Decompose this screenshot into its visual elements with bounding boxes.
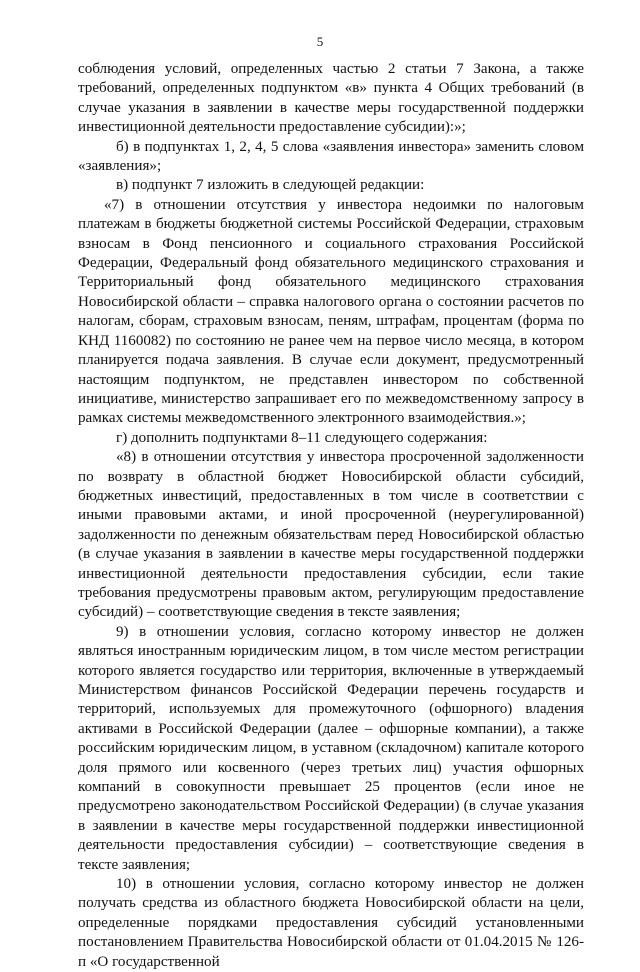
paragraph-continuation: соблюдения условий, определенных частью 2 статьи 7 Закона, а также требований, определенных подпунктом «в» пункта 4 Общих требований (в случае указания в заявлении в качестве меры государственной поддержки инвестиционной деятельности предоставление субсидии):»; [78, 61, 584, 136]
paragraph-item-7: «7) в отношении отсутствия у инвестора недоимки по налоговым платежам в бюджеты бюджетной системы Российской Федерации, страховым взносам в Фонд пенсионного и социального страхования Российской Федерации, Федеральный фонд обязательного медицинского страхования и Территориальный фонд обязательного медицинского страхования Новосибирской области – справка налогового органа о состоянии расчетов по налогам, сборам, страховым взносам, пеням, штрафам, процентам (форма по КНД 1160082) по состоянию не ранее чем на первое число месяца, в котором планируется подача заявления. В случае если документ, предусмотренный настоящим подпунктом, не представлен инвестором по собственной инициативе, министерство запрашивает его по межведомственному запросу в рамках системы межведомственного электронного взаимодействия.»; [78, 196, 584, 427]
paragraph-b: б) в подпунктах 1, 2, 4, 5 слова «заявления инвестора» заменить словом «заявления»; [78, 138, 584, 175]
document-body [78, 60, 584, 972]
page-number: 5 [316, 34, 324, 49]
paragraph-g: г) дополнить подпунктами 8–11 следующего содержания: [116, 429, 488, 446]
paragraph-item-8: «8) в отношении отсутствия у инвестора просроченной задолженности по возврату в областной бюджет Новосибирской области субсидий, бюджетных инвестиций, предоставленных в том числе в соответствии с иными правовыми актами, и иной просроченной (неурегулированной) задолженности по денежным обязательствам перед Новосибирской областью (в случае указания в заявлении в качестве меры государственной поддержки инвестиционной деятельности предоставления субсидии, если такие требования предусмотрены правовым актом, регулирующим предоставление субсидий) – соответствующие сведения в тексте заявления; [78, 449, 584, 621]
paragraph-item-10: 10) в отношении условия, согласно которому инвестор не должен получать средства из областного бюджета Новосибирской области на цели, определенные порядками предоставления субсидий установленными постановлением Правительства Новосибирской области от 01.04.2015 № 126-п «О государственной [78, 876, 584, 970]
paragraph-item-9: 9) в отношении условия, согласно которому инвестор не должен являться иностранным юридическим лицом, в том числе местом регистрации которого является государство или территория, включенные в утверждаемый Министерством финансов Российской Федерации перечень государств и территорий, используемых для промежуточного (офшорного) владения активами в Российской Федерации (далее – офшорные компании), а также российским юридическим лицом, в уставном (складочном) капитале которого доля прямого или косвенного (через третьих лиц) участия офшорных компаний в совокупности превышает 25 процентов (если иное не предусмотрено законодательством Российской Федерации) (в случае указания в заявлении в качестве меры государственной поддержки инвестиционной деятельности предоставления субсидии) – соответствующие сведения в тексте заявления; [78, 623, 584, 873]
paragraph-v: в) подпункт 7 изложить в следующей редакции: [116, 177, 425, 194]
